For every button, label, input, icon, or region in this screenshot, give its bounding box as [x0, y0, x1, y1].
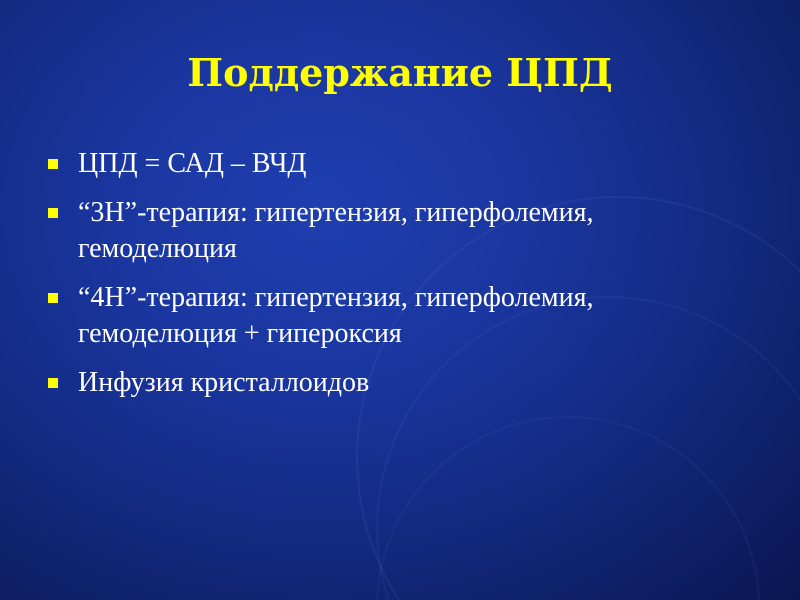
slide-title: Поддержание ЦПД	[187, 50, 613, 95]
square-bullet-icon	[48, 378, 58, 388]
background-swirl	[376, 416, 760, 600]
bullet-item	[48, 146, 748, 182]
square-bullet-icon	[48, 208, 58, 218]
square-bullet-icon	[48, 159, 58, 169]
bullet-text: “4H”-терапия: гипертензия, гиперфолемия, гемоделюция + гипероксия	[78, 282, 594, 349]
bullet-text: ЦПД = САД – ВЧД	[78, 148, 307, 179]
bullet-text: Инфузия кристаллоидов	[78, 367, 370, 398]
bullet-item	[48, 195, 748, 267]
bullet-text: “3H”-терапия: гипертензия, гиперфолемия, гемоделюция	[78, 197, 594, 264]
bullet-list	[48, 146, 748, 414]
square-bullet-icon	[48, 293, 58, 303]
bullet-item	[48, 365, 748, 401]
bullet-item	[48, 280, 748, 352]
